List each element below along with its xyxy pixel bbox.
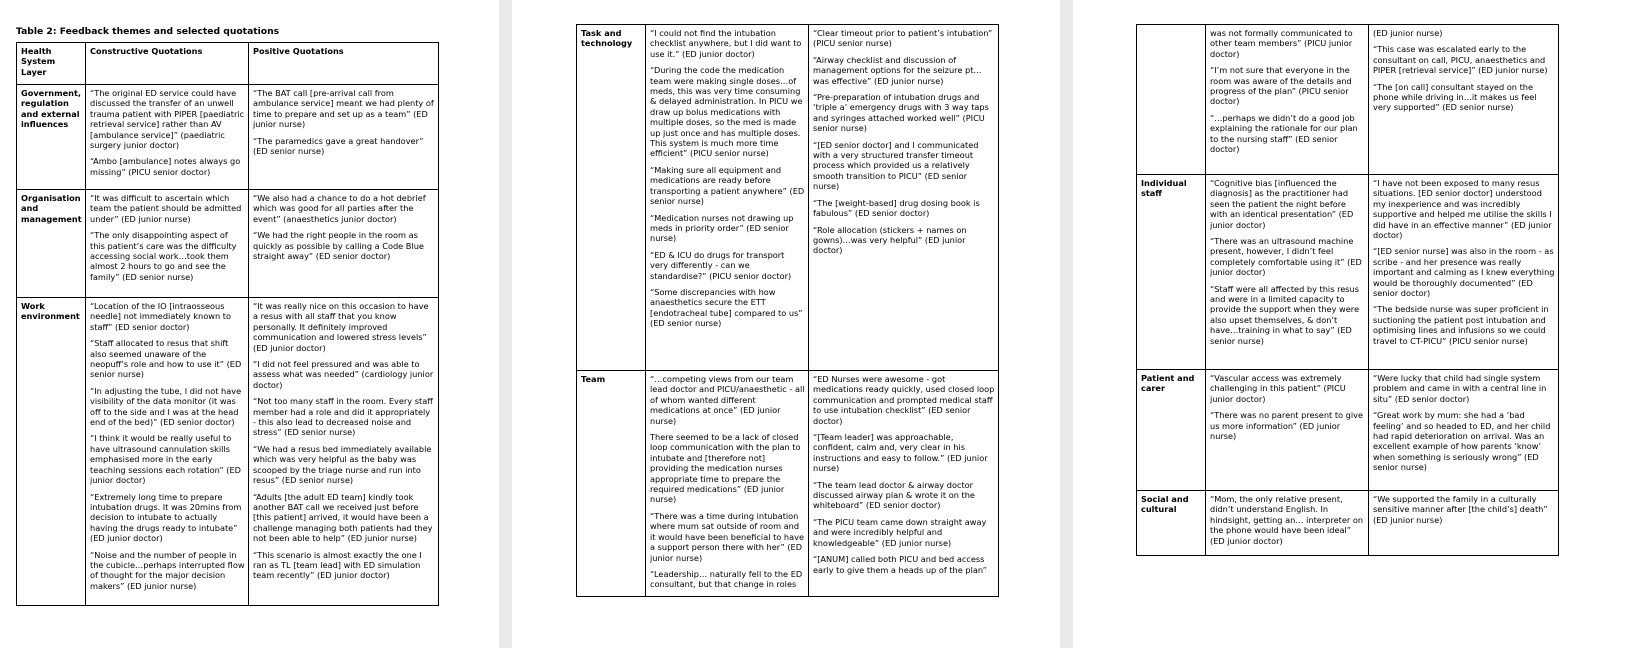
constructive-quotation: “Making sure all equipment and medications are ready before transporting a patient anywhere” (ED senior nurse) [650, 164, 805, 207]
constructive-quotation: “Medication nurses not drawing up meds in priority order” (ED senior nurse) [650, 212, 794, 244]
constructive-quotation: There seemed to be a lack of closed loop communication with the plan to intubate and [therefore not] providing the medication nurses appropriate time to prepare the required medications” (ED junior nurse) [650, 432, 801, 505]
table-row [577, 25, 999, 371]
constructive-quotations-cell [1206, 491, 1369, 556]
constructive-quotation: “ED & ICU do drugs for transport very differently - can we standardise?” (PICU senior doctor) [650, 249, 792, 281]
constructive-quotations-cell [1206, 175, 1369, 370]
positive-quotation: “Were lucky that child had single system problem and came in with a central line in situ” (ED senior doctor) [1373, 373, 1547, 404]
constructive-quotation: “Ambo [ambulance] notes always go missing” (PICU senior doctor) [90, 156, 241, 177]
constructive-quotation: “Staff were all affected by this resus and were in a limited capacity to provide the support when they were also upset themselves, & don’t have…training in what to say” (ED senior nurse) [1210, 283, 1360, 346]
constructive-quotation: “There was an ultrasound machine present, however, I didn’t feel completely comfortable using it” (ED junior doctor) [1210, 236, 1362, 278]
table-row [577, 371, 999, 597]
header-constructive: Constructive Quotations [86, 43, 249, 85]
constructive-quotation: “Extremely long time to prepare intubation drugs. It was 20mins from decision to intubate to actually having the drugs ready to intubate” (ED junior doctor) [90, 491, 242, 544]
positive-quotations-cell [1369, 491, 1559, 556]
table-row [1137, 25, 1559, 175]
table-row [1137, 175, 1559, 370]
constructive-quotations-cell [646, 371, 809, 597]
constructive-quotation: “…competing views from our team lead doctor and PICU/anaesthetic - all of whom wanted different medications at once” (ED junior nurse) [650, 374, 805, 426]
header-positive: Positive Quotations [249, 43, 439, 85]
positive-quotation: “The [on call] consultant stayed on the phone while driving in…it makes us feel very supported” (ED senior nurse) [1373, 81, 1537, 113]
positive-quotation: (ED junior nurse) [1373, 28, 1443, 38]
health-system-layer-cell: Social and cultural [1137, 491, 1206, 556]
positive-quotation: “I did not feel pressured and was able to assess what was needed” (cardiology junior doctor) [253, 359, 434, 390]
constructive-quotations-cell [646, 25, 809, 371]
positive-quotation: “Pre-preparation of intubation drugs and ‘triple a’ emergency drugs with 3 way taps and syringes attached worked well” (PICU senior nurse) [813, 92, 989, 134]
document-page-1 [0, 0, 499, 648]
health-system-layer-cell: Work environment [17, 298, 86, 606]
constructive-quotation: “I’m not sure that everyone in the room was aware of the details and progress of the plan” (PICU senior doctor) [1210, 65, 1352, 107]
positive-quotations-cell [1369, 25, 1559, 175]
themes-table [16, 42, 439, 606]
positive-quotation: “It was really nice on this occasion to have a resus with all staff that you know personally. It definitely improved communication and lowered stress levels” (ED junior doctor) [253, 301, 429, 353]
positive-quotation: “We supported the family in a culturally sensitive manner after [the child’s] death” (ED junior nurse) [1373, 494, 1548, 525]
constructive-quotation: “Mom, the only relative present, didn’t understand English. In hindsight, getting an… interpreter on the phone would have been ideal” (ED junior doctor) [1210, 494, 1364, 546]
constructive-quotations-cell [86, 190, 249, 298]
constructive-quotation: “The original ED service could have discussed the transfer of an unwell trauma patient with PIPER [paediatric retrieval service] rather than AV [ambulance service]” (paediatric surgery junior doctor) [90, 88, 245, 151]
page-gutter [1060, 0, 1073, 648]
positive-quotation: “The team lead doctor & airway doctor discussed airway plan & wrote it on the whiteboard” (ED senior doctor) [813, 479, 975, 511]
constructive-quotations-cell [86, 298, 249, 606]
constructive-quotations-cell [1206, 25, 1369, 175]
positive-quotations-cell [809, 25, 999, 371]
positive-quotation: “Great work by mum: she had a ‘bad feeling’ and so headed to ED, and her child had rapid deterioration on arrival. Was an excellent example of how parents ‘know’ when something is seriously wrong” (ED senior nurse) [1373, 410, 1551, 473]
table-header-row [17, 43, 439, 85]
constructive-quotation: “There was no parent present to give us more information” (ED junior nurse) [1210, 410, 1364, 442]
constructive-quotation: “Leadership… naturally fell to the ED consultant, but that change in roles [650, 568, 803, 590]
constructive-quotation: “It was difficult to ascertain which team the patient should be admitted under” (ED junior nurse) [90, 193, 242, 224]
positive-quotations-cell [249, 190, 439, 298]
positive-quotation: “Airway checklist and discussion of management options for the seizure pt…was effective” (ED junior nurse) [813, 54, 982, 86]
table-row [1137, 491, 1559, 556]
constructive-quotations-cell [86, 85, 249, 190]
constructive-quotation: “The only disappointing aspect of this patient’s care was the difficulty accessing social work…took them almost 2 hours to go and see the family” (ED senior nurse) [90, 230, 237, 282]
health-system-layer-cell: Patient and carer [1137, 370, 1206, 491]
constructive-quotation: “Vascular access was extremely challenging in this patient” (PICU junior doctor) [1210, 373, 1346, 404]
health-system-layer-cell: Individual staff [1137, 175, 1206, 370]
page-gutter [499, 0, 512, 648]
constructive-quotation: “Cognitive bias [influenced the diagnosis] as the practitioner had seen the patient the night before with an identical presentation” (ED junior doctor) [1210, 178, 1354, 230]
positive-quotations-cell [1369, 175, 1559, 370]
constructive-quotation: “During the code the medication team were making single doses…of meds, this was very time consuming & delayed administration. In PICU we draw up bolus medications with multiple doses, so the med is made up just once and has multiple doses. This system is much more time efficient” (PICU senior nurse) [650, 65, 803, 159]
positive-quotation: “We also had a chance to do a hot debrief which was good for all parties after the event” (anaesthetics junior doctor) [253, 193, 426, 224]
table-row [17, 298, 439, 606]
constructive-quotation: “There was a time during intubation where mum sat outside of room and it would have been beneficial to have a support person there with her” (ED junior nurse) [650, 510, 805, 563]
positive-quotation: “[ED senior nurse] was also in the room - as scribe - and her presence was really important and calming as I knew everything would be thoroughly documented” (ED senior doctor) [1373, 246, 1555, 299]
constructive-quotation: “Staff allocated to resus that shift also seemed unaware of the neopuff’s role and how to use it” (ED senior nurse) [90, 338, 242, 380]
positive-quotation: “Not too many staff in the room. Every staff member had a role and did it appropriately - this also lead to decreased noise and stress” (ED senior nurse) [253, 396, 433, 438]
positive-quotation: “Clear timeout prior to patient’s intubation” (PICU senior nurse) [813, 28, 993, 49]
table-row [1137, 370, 1559, 491]
health-system-layer-cell: Task and technology [577, 25, 646, 371]
header-layer: Health System Layer [17, 43, 86, 85]
positive-quotation: “Role allocation (stickers + names on gowns)…was very helpful” (ED junior doctor) [813, 224, 967, 256]
positive-quotation: “The PICU team came down straight away and were incredibly helpful and knowledgeable” (ED junior nurse) [813, 516, 987, 548]
health-system-layer-cell: Organisation and management [17, 190, 86, 298]
table-row [17, 190, 439, 298]
constructive-quotation: “I could not find the intubation checklist anywhere, but I did want to use it.” (ED junior doctor) [650, 28, 802, 59]
positive-quotation: “We had the right people in the room as quickly as possible by calling a Code Blue straight away” (ED senior doctor) [253, 230, 424, 262]
constructive-quotation: “Location of the IO [intraosseous needle] not immediately known to staff” (ED senior doctor) [90, 301, 231, 332]
health-system-layer-cell [1137, 25, 1206, 175]
constructive-quotation: “Noise and the number of people in the cubicle…perhaps interrupted flow of thought for the major decision makers” (ED junior nurse) [90, 549, 245, 591]
themes-table-continued [576, 24, 999, 597]
constructive-quotation: “Some discrepancies with how anaesthetics secure the ETT [endotracheal tube] compared to us” (ED senior nurse) [650, 286, 803, 329]
positive-quotations-cell [249, 298, 439, 606]
positive-quotation: “[Team leader] was approachable, confident, calm and, very clear in his instructions and easy to follow.” (ED junior nurse) [813, 432, 988, 474]
themes-table-continued [1136, 24, 1559, 556]
positive-quotation: “[ED senior doctor] and I communicated with a very structured transfer timeout process which provided us a relatively smooth transition to PICU” (ED senior nurse) [813, 139, 979, 192]
constructive-quotation: “I think it would be really useful to have ultrasound cannulation skills emphasised more in the early teaching sessions each rotation” (ED junior doctor) [90, 433, 241, 486]
positive-quotation: “We had a resus bed immediately available which was very helpful as the baby was scooped by the triage nurse and run into resus” (ED senior nurse) [253, 443, 432, 486]
positive-quotation: “The bedside nurse was super proficient in suctioning the patient post intubation and optimising lines and infusions so we could travel to CT-PICU” (PICU senior nurse) [1373, 304, 1549, 346]
document-page-3 [1073, 0, 1625, 648]
positive-quotations-cell [1369, 370, 1559, 491]
document-page-2 [512, 0, 1060, 648]
constructive-quotation: was not formally communicated to other team members” (PICU junior doctor) [1210, 28, 1353, 59]
positive-quotations-cell [809, 371, 999, 597]
positive-quotations-cell [249, 85, 439, 190]
table-row [17, 85, 439, 190]
positive-quotation: “I have not been exposed to many resus situations. [ED senior doctor] understood my inexperience and was incredibly supportive and helped me utilise the skills I did have in an effective manner” (ED junior doctor) [1373, 178, 1552, 241]
positive-quotation: “The paramedics gave a great handover” (ED senior nurse) [253, 135, 424, 157]
health-system-layer-cell: Government, regulation and external influences [17, 85, 86, 190]
table-caption: Table 2: Feedback themes and selected quotations [16, 26, 280, 37]
positive-quotation: “This case was escalated early to the consultant on call, PICU, anaesthetics and PIPER [retrieval service]” (ED junior nurse) [1373, 44, 1548, 76]
constructive-quotation: “…perhaps we didn’t do a good job explaining the rationale for our plan to the nursing staff” (ED senior doctor) [1210, 112, 1358, 155]
constructive-quotation: “In adjusting the tube, I did not have visibility of the data monitor (it was off to the side and I was at the head end of the bed)” (ED senior doctor) [90, 385, 242, 428]
positive-quotation: “The BAT call [pre-arrival call from ambulance service] meant we had plenty of time to prepare and set up as a team” (ED junior nurse) [253, 88, 434, 130]
positive-quotation: “This scenario is almost exactly the one I ran as TL [team lead] with ED simulation team recently” (ED junior doctor) [253, 549, 422, 581]
constructive-quotations-cell [1206, 370, 1369, 491]
positive-quotation: “ED Nurses were awesome - got medications ready quickly, used closed loop communication and prompted medical staff to use intubation checklist” (ED senior doctor) [813, 374, 995, 426]
positive-quotation: “Adults [the adult ED team] kindly took another BAT call we received just before [this patient] arrived, it would have been a challenge managing both patients had they not been able to help” (ED junior nurse) [253, 491, 433, 544]
positive-quotation: “[ANUM] called both PICU and bed access early to give them a heads up of the plan” [813, 554, 987, 575]
health-system-layer-cell: Team [577, 371, 646, 597]
positive-quotation: “The [weight-based] drug dosing book is fabulous” (ED senior doctor) [813, 197, 980, 219]
